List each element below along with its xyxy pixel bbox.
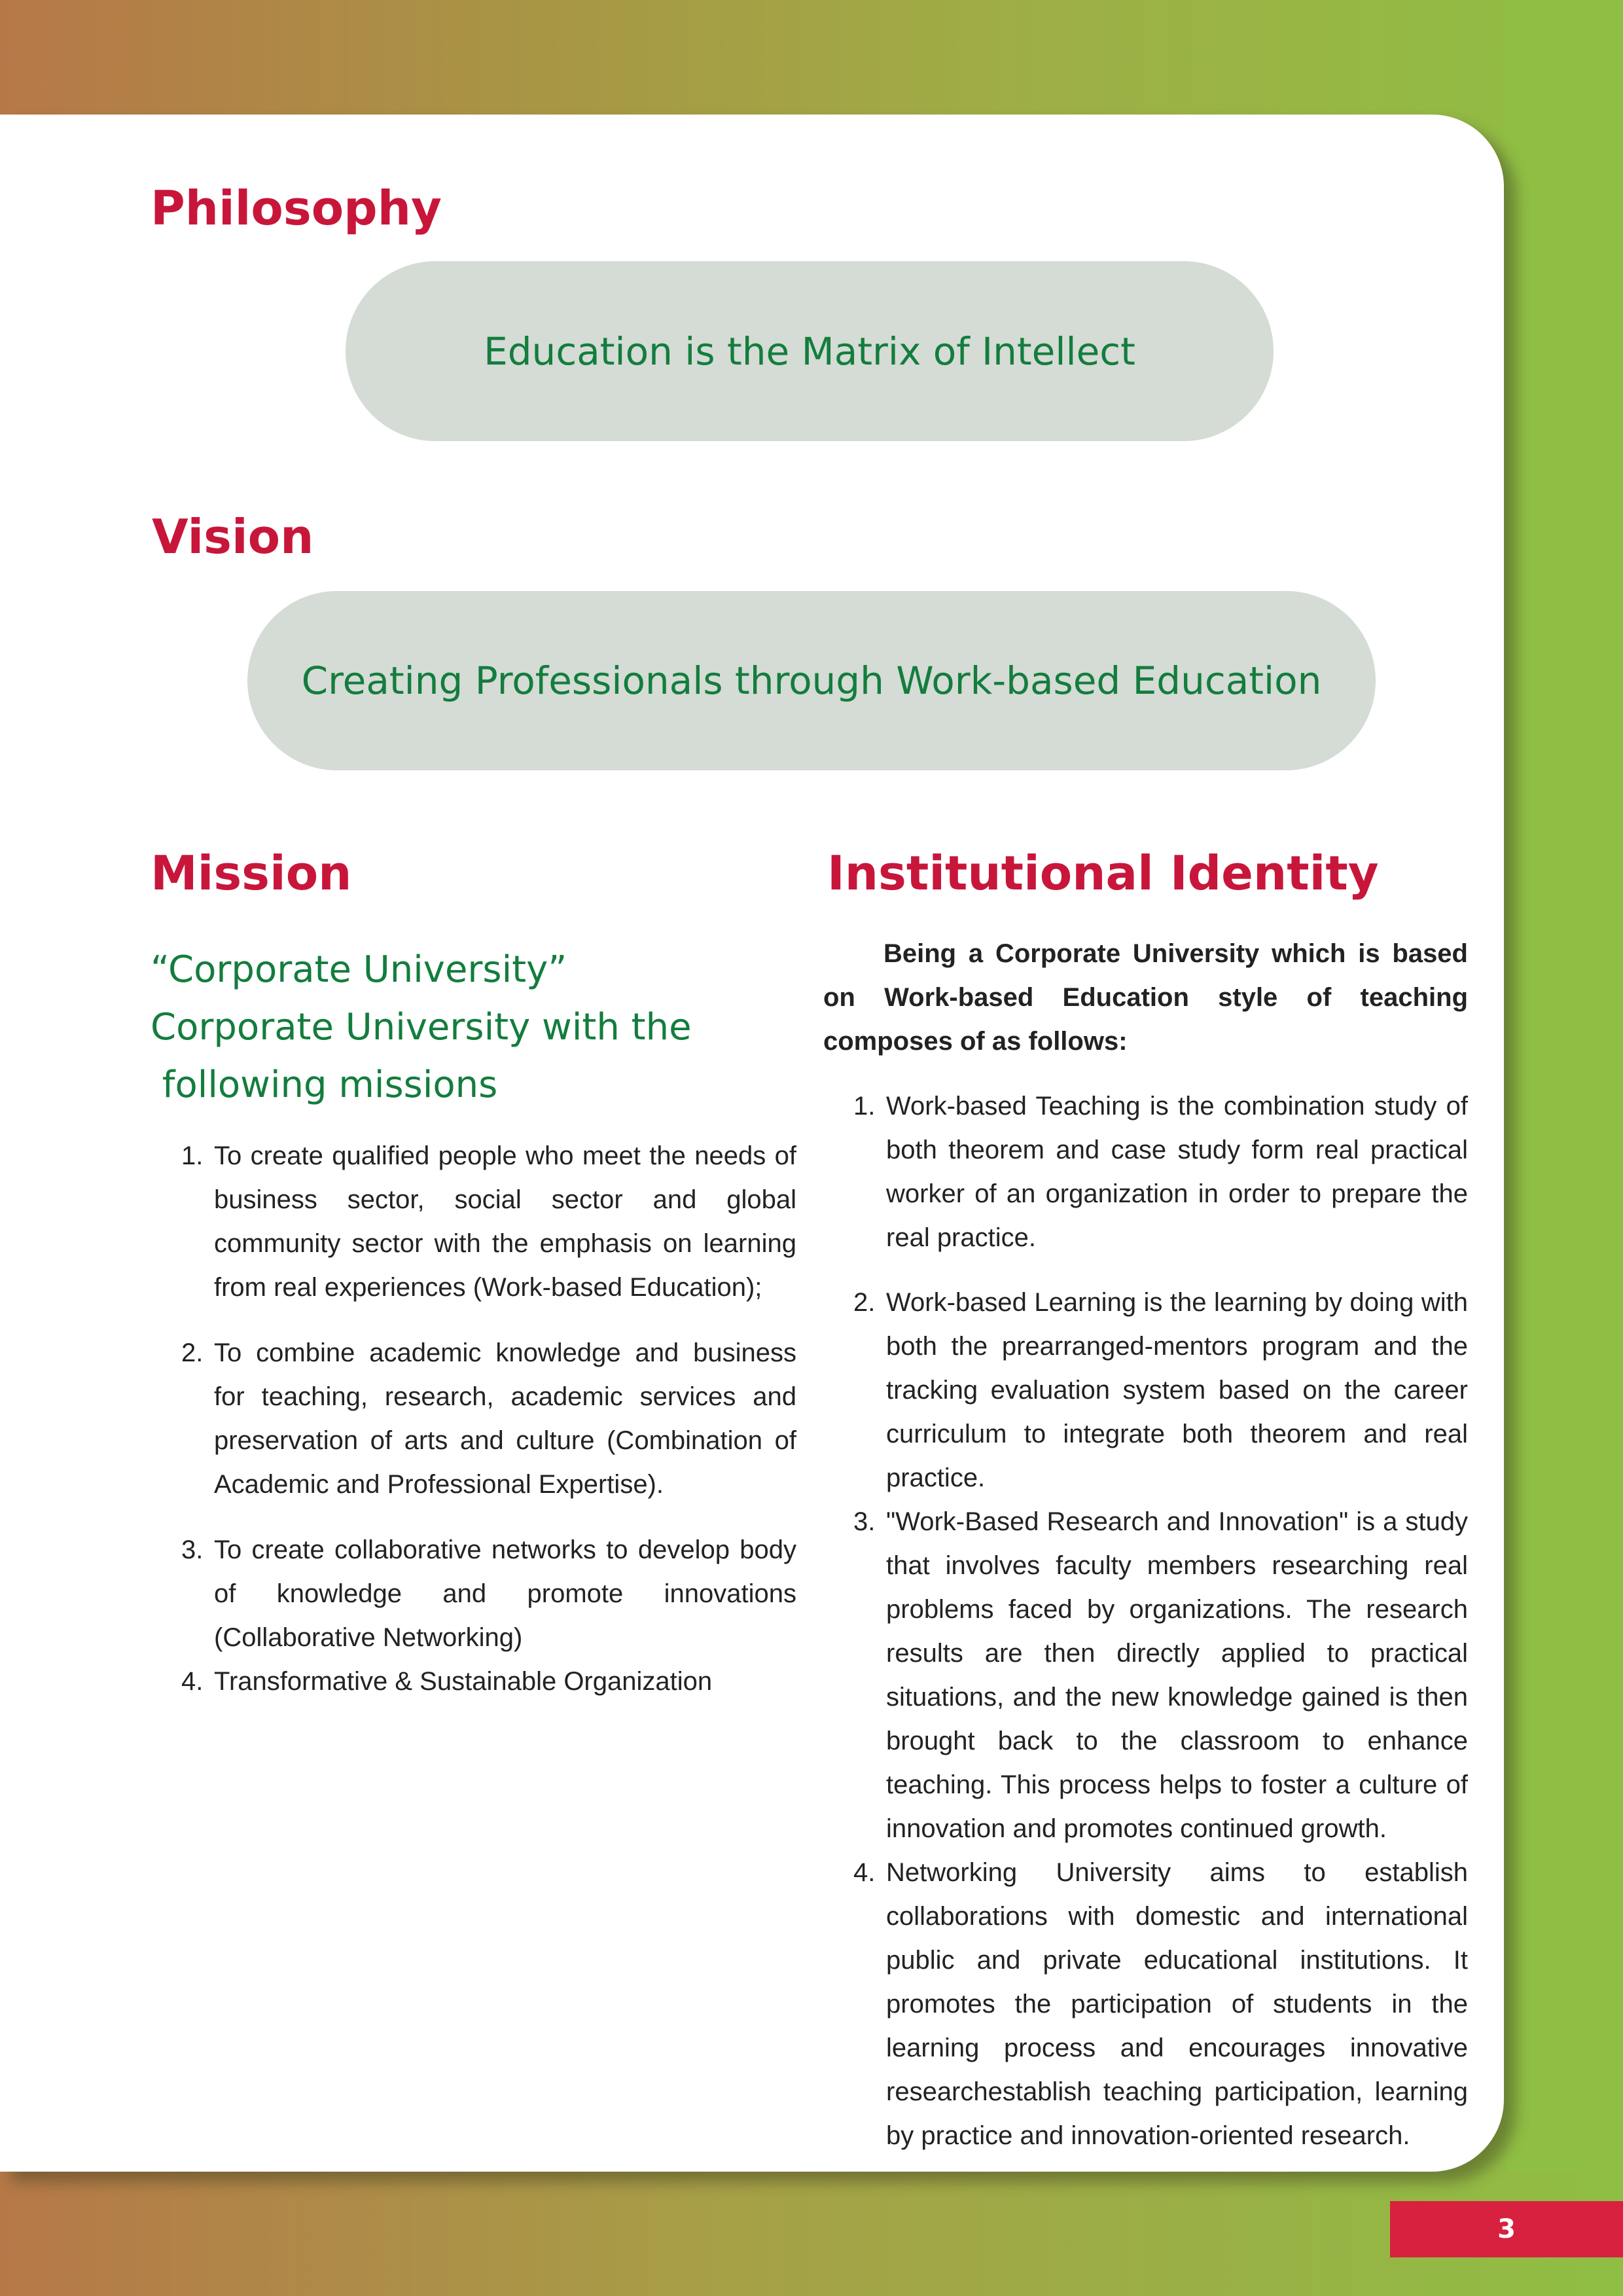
identity-item-text: "Work-Based Research and Innovation" is a study that involves faculty members researching real problems faced by organizations. The research results are then directly applied to practical situations, and the new knowledge gained is then brought back to the classroom to enhance teaching. This process helps to foster a culture of innovation and promotes continued growth. (886, 1507, 1468, 1843)
mission-item (181, 1660, 796, 1704)
identity-item-number: 4. (853, 1858, 876, 1887)
right-green-strip (1505, 0, 1623, 2296)
mission-list (181, 1134, 796, 1704)
mission-item-text: Transformative & Sustainable Organization (214, 1667, 713, 1696)
philosophy-heading: Philosophy (151, 181, 442, 236)
mission-item-text: To combine academic knowledge and business for teaching, research, academic services and preservation of arts and culture (Combination of Academic and Professional Expertise). (214, 1338, 796, 1499)
mission-subtitle (151, 941, 692, 1114)
identity-item (853, 1281, 1468, 1500)
mission-item-text: To create qualified people who meet the needs of business sector, social sector and global community sector with the emphasis on learning from real experiences (Work-based Education); (214, 1141, 796, 1302)
vision-statement: Creating Professionals through Work-based Education (301, 658, 1322, 703)
identity-item-number: 1. (853, 1092, 876, 1121)
mission-item-text: To create collaborative networks to develop body of knowledge and promote innovations (Collaborative Networking) (214, 1535, 796, 1652)
mission-item-number: 1. (181, 1141, 204, 1170)
vision-heading: Vision (152, 509, 314, 564)
top-gradient-band (0, 0, 1623, 115)
identity-item (853, 1500, 1468, 1851)
identity-heading: Institutional Identity (827, 846, 1379, 901)
mission-item (181, 1134, 796, 1310)
mission-subtitle-line: Corporate University with the (151, 1006, 692, 1049)
mission-subtitle-line: following missions (151, 1064, 498, 1106)
vision-pill (247, 591, 1376, 770)
identity-item-number: 2. (853, 1288, 876, 1317)
identity-list (853, 1085, 1468, 2158)
mission-item-number: 2. (181, 1338, 204, 1367)
identity-item-text: Work-based Teaching is the combination study of both theorem and case study form real practical worker of an organization in order to prepare the real practice. (886, 1092, 1468, 1252)
page-number: 3 (1497, 2214, 1516, 2244)
identity-item-text: Work-based Learning is the learning by doing with both the prearranged-mentors program and the tracking evaluation system based on the career curriculum to integrate both theorem and real practice. (886, 1288, 1468, 1492)
philosophy-statement: Education is the Matrix of Intellect (484, 329, 1135, 374)
bottom-gradient-band (0, 2172, 1623, 2296)
mission-subtitle-line: “Corporate University” (151, 948, 567, 991)
mission-heading: Mission (151, 846, 352, 901)
mission-item-number: 3. (181, 1535, 204, 1564)
identity-item (853, 1851, 1468, 2158)
identity-item (853, 1085, 1468, 1260)
mission-item-number: 4. (181, 1667, 204, 1696)
page-number-badge (1390, 2201, 1623, 2257)
mission-item (181, 1331, 796, 1507)
identity-intro: Being a Corporate University which is based on Work-based Education style of teaching composes of as follows: (823, 939, 1468, 1056)
mission-item (181, 1528, 796, 1660)
identity-item-number: 3. (853, 1507, 876, 1536)
identity-item-text: Networking University aims to establish collaborations with domestic and international public and private educational institutions. It promotes the participation of students in the learning process and encourages innovative researchestablish teaching participation, learning by practice and innovation-oriented research. (886, 1858, 1468, 2150)
philosophy-pill (346, 261, 1274, 441)
